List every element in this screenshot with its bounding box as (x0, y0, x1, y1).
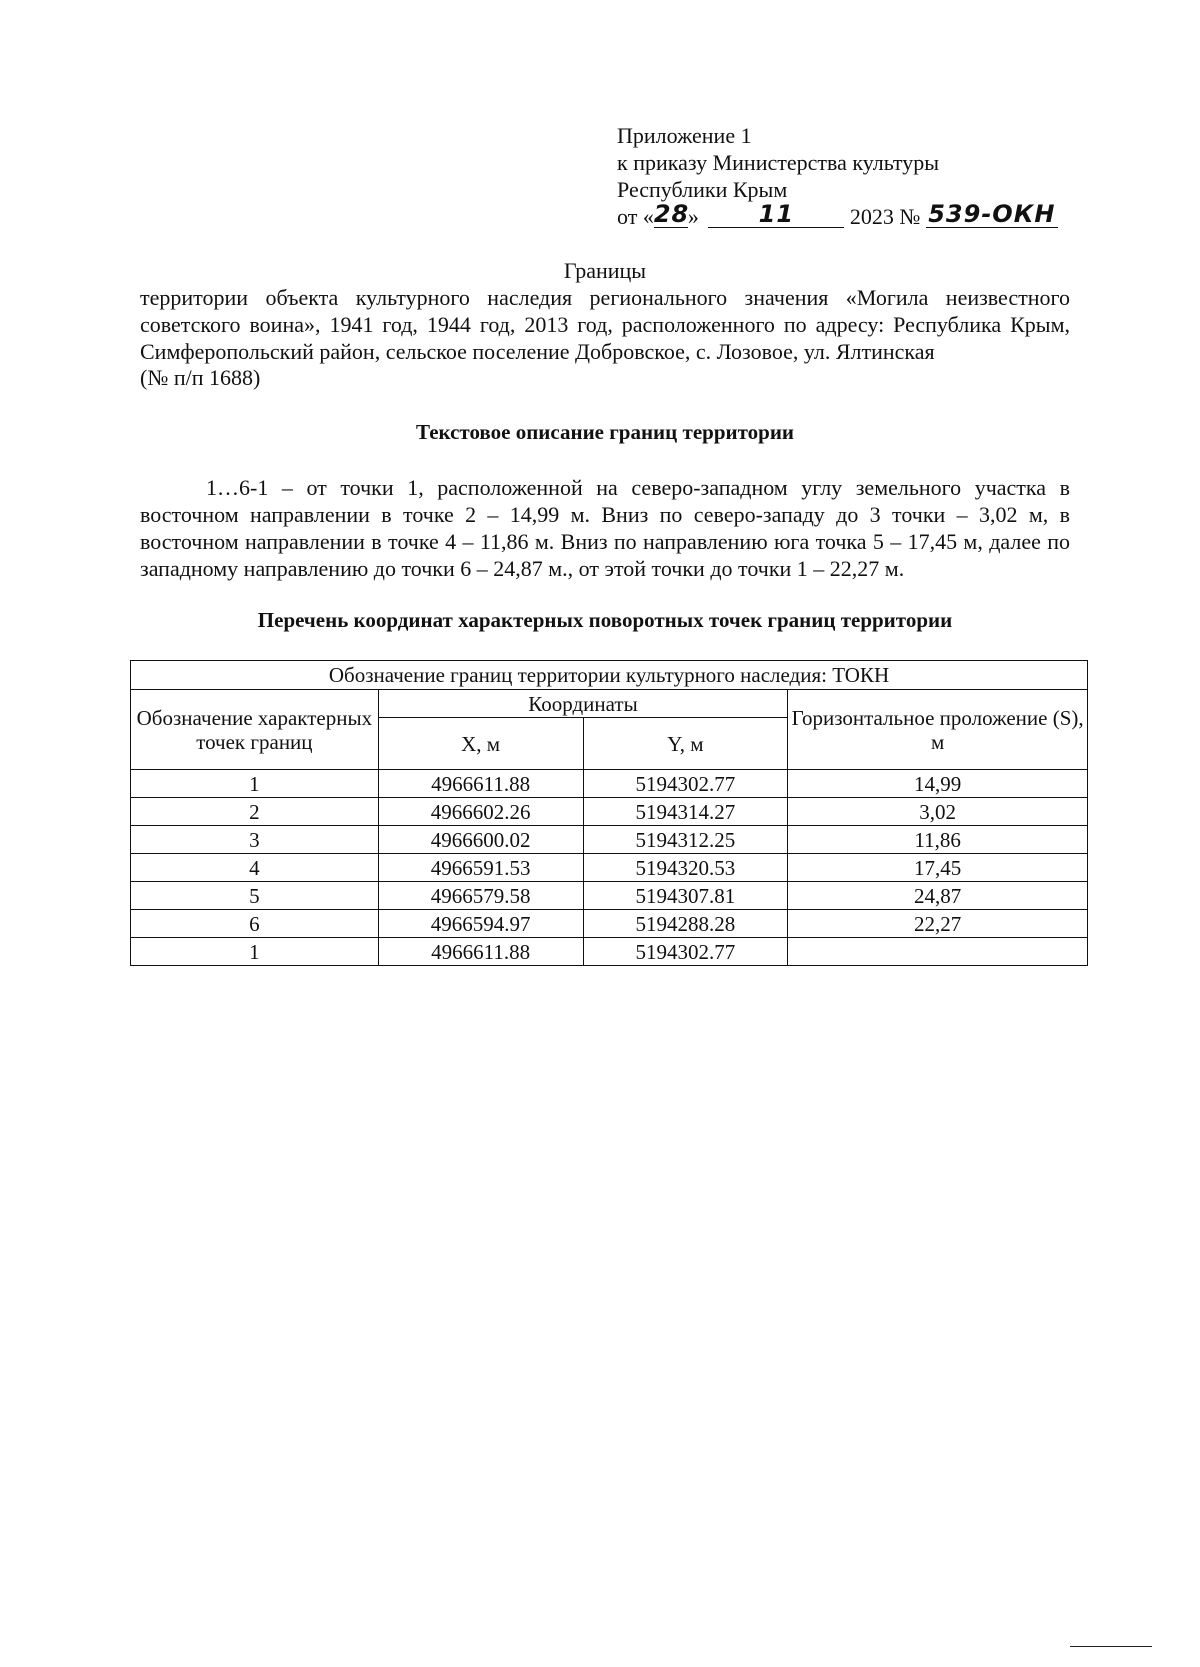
cell-x: 4966600.02 (378, 826, 583, 854)
boundary-description: 1…6-1 – от точки 1, расположенной на северо-западном углу земельного участка в восточном направлении в точке 2 – 14,99 м. Вниз по северо-западу до 3 точки – 3,02 м, в восточном направлении в точке 4 – 11,86 м. Вниз по направлению юга точка 5 – 17,45 м, далее по западному направлению до точки 6 – 24,87 м., от этой точки до точки 1 – 22,27 м. (140, 475, 1070, 581)
text-section-title: Текстовое описание границ территории (415, 420, 795, 444)
cell-s: 17,45 (788, 854, 1088, 882)
coordinates-table (130, 660, 1088, 966)
table-row (131, 882, 1088, 910)
cell-point: 1 (131, 938, 379, 966)
cell-s: 11,86 (788, 826, 1088, 854)
header-point: Обозначение характерных точек границ (131, 690, 379, 770)
table-row (131, 798, 1088, 826)
table-row (131, 826, 1088, 854)
cell-y: 5194288.28 (583, 910, 788, 938)
table-row (131, 770, 1088, 798)
cell-y: 5194302.77 (583, 938, 788, 966)
date-prefix: от « (617, 204, 654, 229)
cell-s (788, 938, 1088, 966)
cell-point: 4 (131, 854, 379, 882)
cell-x: 4966579.58 (378, 882, 583, 910)
handwritten-number: 539-ОКН (928, 200, 1056, 228)
cell-s: 24,87 (788, 882, 1088, 910)
footer-rule (1070, 1646, 1152, 1647)
day-blank (653, 200, 690, 228)
annex-republic: Республики Крым (617, 177, 788, 202)
header-horizontal-distance: Горизонтальное проложение (S), м (788, 690, 1088, 770)
header-coordinates: Координаты (378, 690, 788, 718)
object-description: территории объекта культурного наследия регионального значения «Могила неизвестного советского воина», 1941 год, 1944 год, 2013 год, расположенного по адресу: Республика Крым, Симферопольский район, сельское поселение Добровское, с. Лозовое, ул. Ялтинская (140, 285, 1070, 364)
handwritten-day: 28 (653, 200, 690, 228)
annex-block (617, 122, 1058, 230)
cell-y: 5194320.53 (583, 854, 788, 882)
table-row (131, 854, 1088, 882)
table-row (131, 938, 1088, 966)
date-quote-close: » (687, 204, 699, 229)
cell-x: 4966611.88 (378, 938, 583, 966)
annex-date-line (617, 200, 1058, 230)
cell-s: 22,27 (788, 910, 1088, 938)
year-label: 2023 № (849, 204, 921, 229)
month-blank (708, 200, 844, 228)
cell-point: 2 (131, 798, 379, 826)
object-number: (№ п/п 1688) (140, 365, 261, 390)
table-row (131, 910, 1088, 938)
cell-s: 14,99 (788, 770, 1088, 798)
number-blank (926, 200, 1058, 228)
cell-y: 5194302.77 (583, 770, 788, 798)
cell-point: 1 (131, 770, 379, 798)
cell-x: 4966594.97 (378, 910, 583, 938)
cell-x: 4966602.26 (378, 798, 583, 826)
table-caption: Обозначение границ территории культурного наследия: ТОКН (131, 661, 1088, 690)
annex-title: Приложение 1 (617, 123, 752, 148)
cell-point: 6 (131, 910, 379, 938)
cell-y: 5194307.81 (583, 882, 788, 910)
cell-x: 4966611.88 (378, 770, 583, 798)
cell-point: 5 (131, 882, 379, 910)
cell-s: 3,02 (788, 798, 1088, 826)
header-x: X, м (378, 718, 583, 770)
header-y: Y, м (583, 718, 788, 770)
cell-point: 3 (131, 826, 379, 854)
handwritten-month: 11 (758, 200, 795, 228)
cell-y: 5194312.25 (583, 826, 788, 854)
document-heading: Границы (563, 258, 647, 283)
cell-y: 5194314.27 (583, 798, 788, 826)
annex-order-ref: к приказу Министерства культуры (617, 150, 940, 175)
cell-x: 4966591.53 (378, 854, 583, 882)
coords-section-title: Перечень координат характерных поворотных точек границ территории (257, 608, 953, 632)
